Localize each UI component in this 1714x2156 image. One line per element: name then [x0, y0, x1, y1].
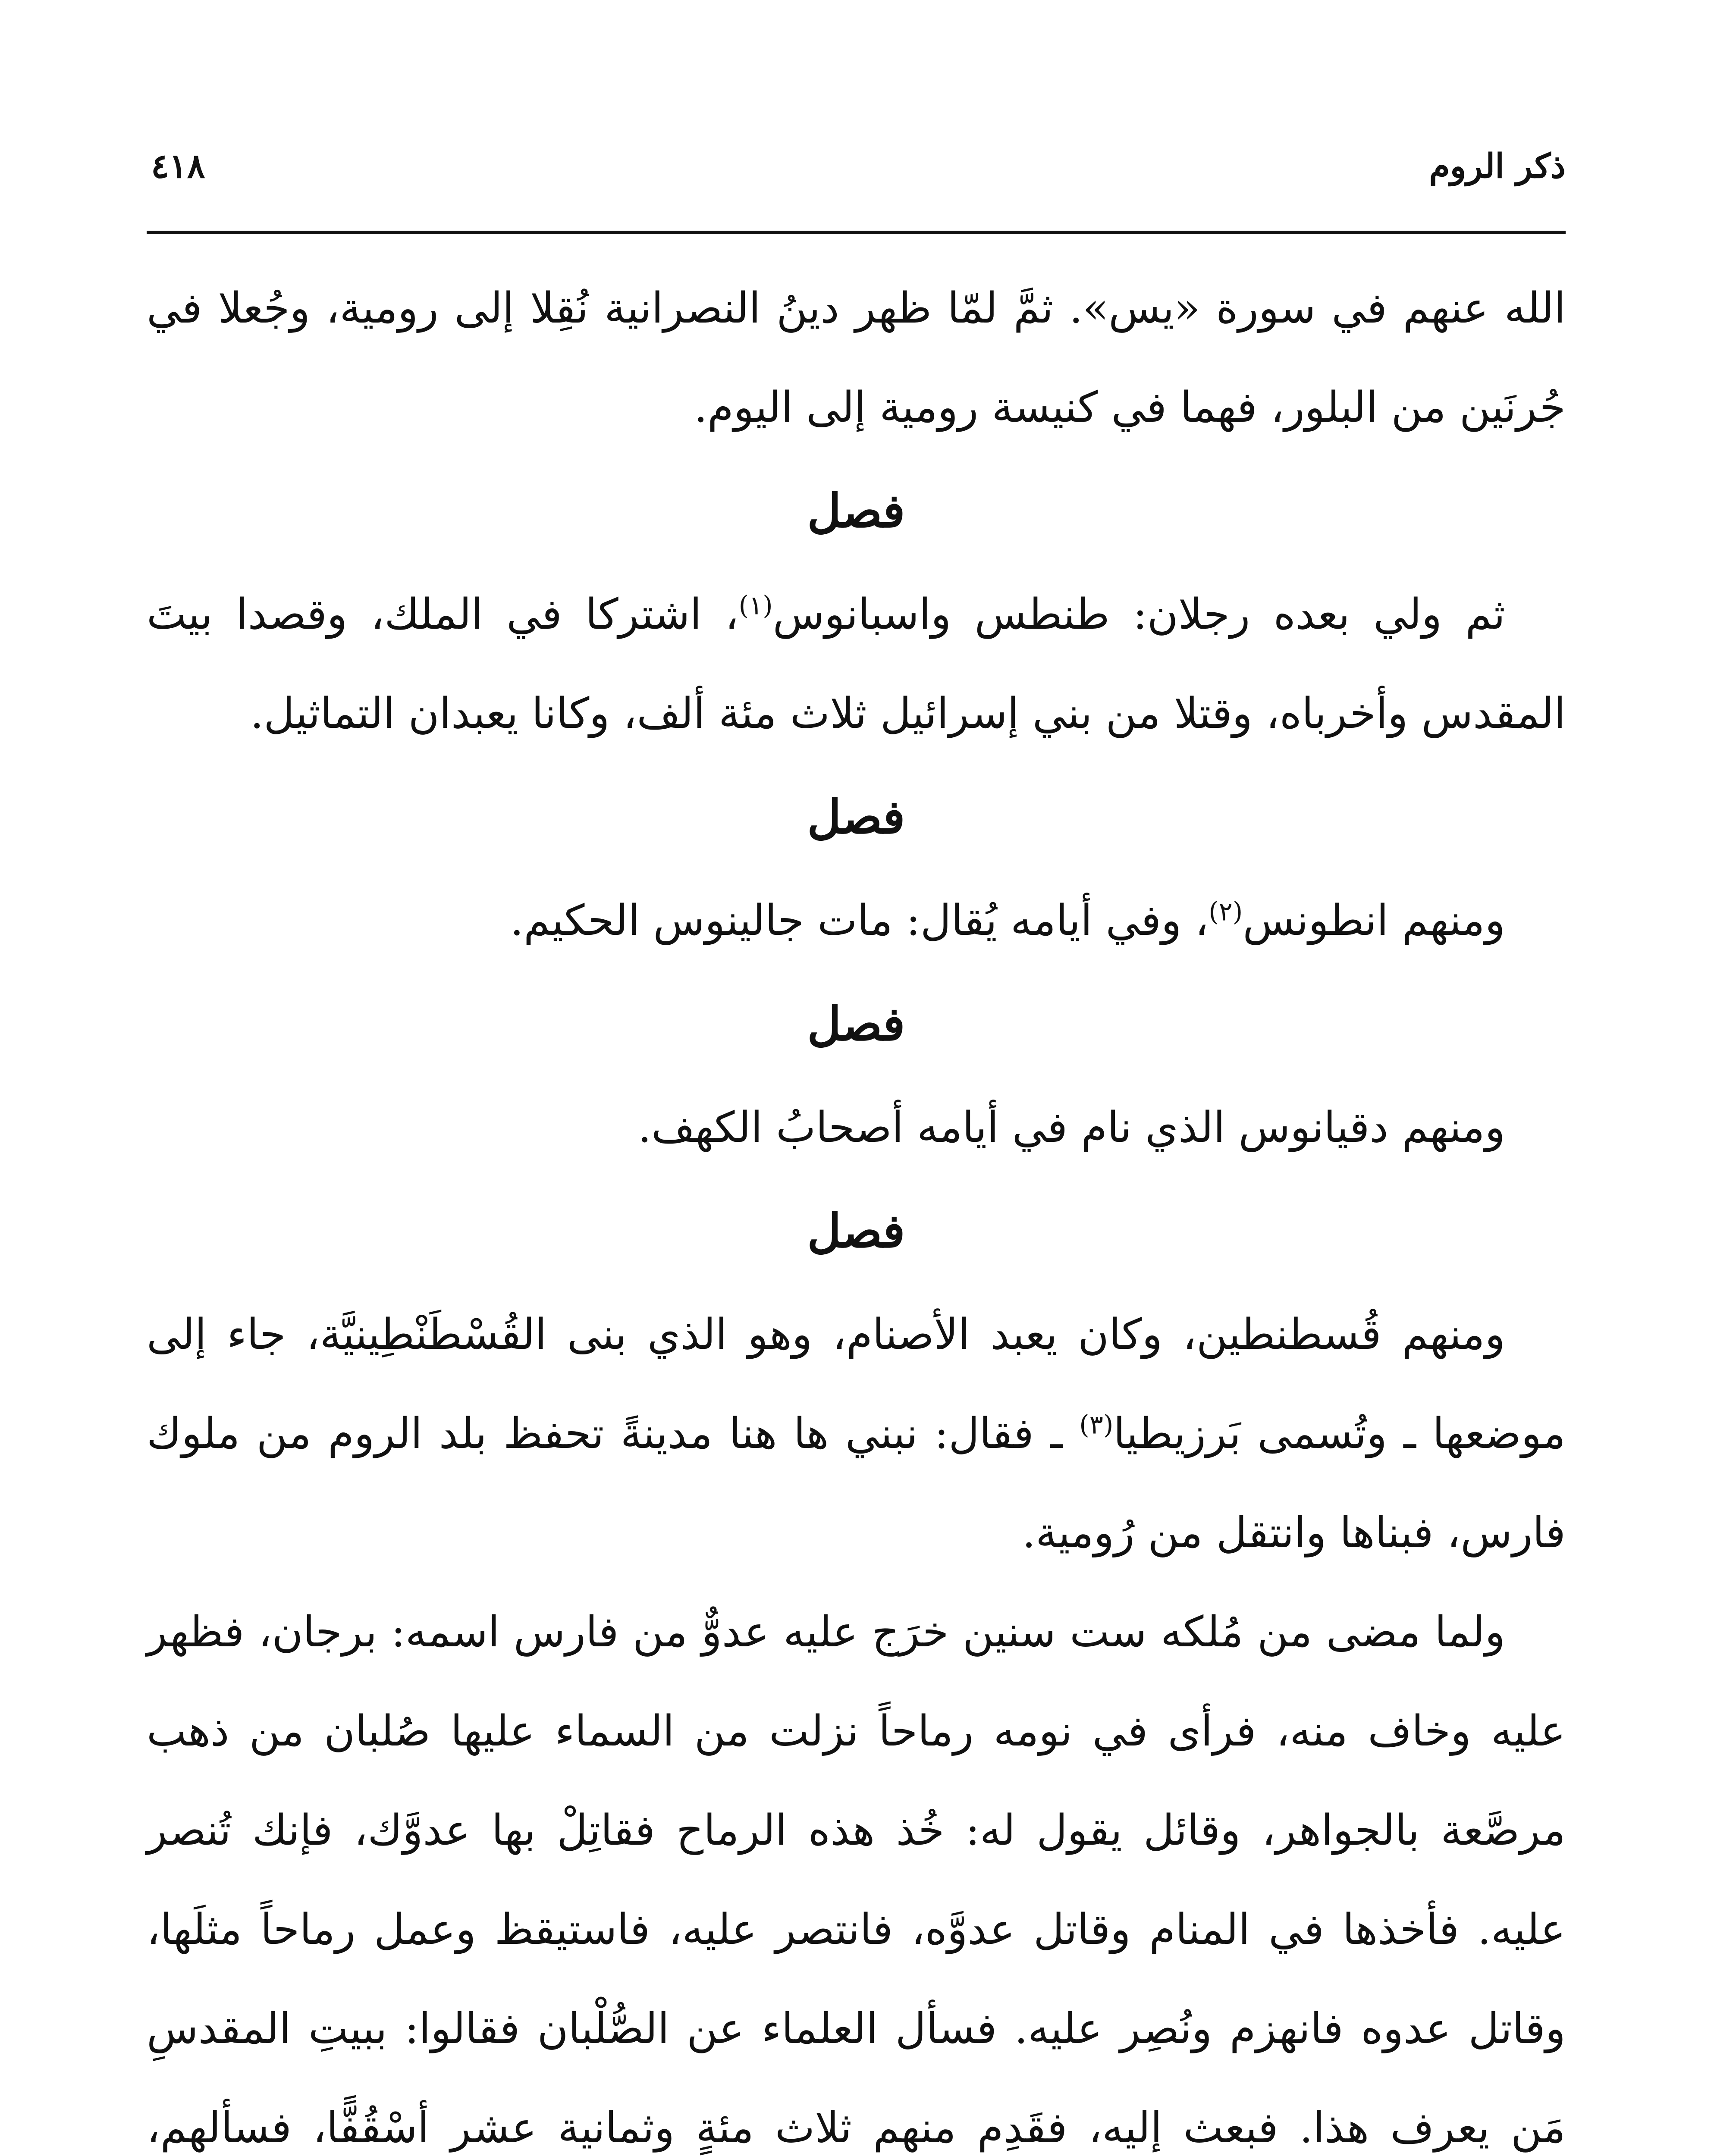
running-title: ذكر الروم [1429, 147, 1566, 186]
footnote-ref-2: (٢) [1209, 896, 1243, 927]
paragraph-3-text-b: ، وفي أيامه يُقال: مات جالينوس الحكيم. [510, 896, 1209, 945]
header-rule [147, 231, 1566, 234]
section-heading-2: فصل [807, 790, 905, 844]
paragraph-2-text-b: ، اشتركا في الملك، وقصدا بيتَ المقدس وأخرباه، وقتلا من بني إسرائيل ثلاث مئة ألف، وكانا يعبدان التماثيل. [147, 590, 1566, 738]
page-header [147, 142, 1566, 229]
paragraph-3 [147, 871, 1566, 970]
paragraph-5-text-b: ـ فقال: نبني ها هنا مدينةً تحفظ بلد الروم من ملوك فارس، فبناها وانتقل من رُومية. [147, 1409, 1566, 1557]
paragraph-2-text-a: ثم ولي بعده رجلان: طنطس واسبانوس [772, 590, 1505, 639]
paragraph-5-text-a: ومنهم قُسطنطين، وكان يعبد الأصنام، وهو الذي بنى القُسْطَنْطِينيَّة، جاء إلى موضعها ـ وتُسمى بَرزيطيا [147, 1310, 1566, 1458]
section-heading-3: فصل [807, 997, 905, 1051]
footnote-ref-1: (١) [738, 590, 773, 621]
page-number: ٤١٨ [151, 147, 205, 186]
paragraph-6: ولما مضى من مُلكه ست سنين خرَج عليه عدوٌّ من فارس اسمه: برجان، فظهر عليه وخاف منه، فرأى في نومه رماحاً نزلت من السماء عليها صُلبان من ذهب مرصَّعة بالجواهر، وقائل يقول له: خُذ هذه الرماح فقاتِلْ بها عدوَّك، فإنك تُنصر عليه. فأخذها في المنام وقاتل عدوَّه، فانتصر عليه، فاستيقظ وعمل رماحاً مثلَها، وقاتل عدوه فانهزم ونُصِر عليه. فسأل العلماء عن الصُّلْبان فقالوا: ببيتِ المقدسِ مَن يعرف هذا. فبعث إليه، فقَدِم منهم ثلاث مئةٍ وثمانية عشر أسْقُفًّا، فسألهم، [147, 1608, 1566, 2153]
paragraph-4: ومنهم دقيانوس الذي نام في أيامه أصحابُ الكهف. [637, 1103, 1505, 1152]
paragraph-3-text-a: ومنهم انطونس [1243, 896, 1505, 945]
section-heading-4: فصل [807, 1204, 905, 1258]
paragraph-2 [147, 565, 1566, 763]
footnote-ref-3: (٣) [1079, 1410, 1114, 1440]
paragraph-1: الله عنهم في سورة «يس». ثمَّ لمّا ظهر دينُ النصرانية نُقِلا إلى رومية، وجُعلا في جُرنَين من البلور، فهما في كنيسة رومية إلى اليوم. [147, 284, 1566, 432]
paragraph-5 [147, 1285, 1566, 1583]
main-text [147, 259, 1566, 2156]
section-heading-1: فصل [807, 484, 905, 538]
